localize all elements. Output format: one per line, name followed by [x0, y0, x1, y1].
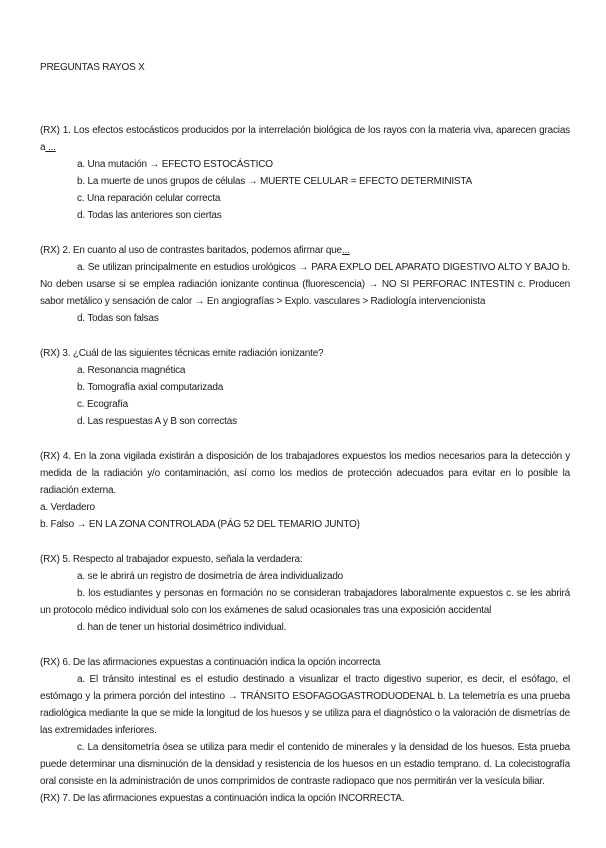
question-3-option-b: b. Tomografía axial computarizada	[77, 382, 224, 393]
question-4-intro: (RX) 4. En la zona vigilada existirán a disposición de los trabajadores expuestos los medios necesarios para la detección y medida de la radiación y/o contaminación, así como los medios de protección adecuados para evitar en lo posible la radiación externa.	[40, 451, 570, 496]
question-5-option-a: a. se le abrirá un registro de dosimetría de área individualizado	[77, 571, 344, 582]
question-3	[40, 345, 570, 430]
question-2-text	[40, 242, 570, 259]
question-7	[40, 790, 570, 807]
question-3-option-d: d. Las respuestas A y B son correctas	[77, 416, 237, 427]
question-1-option-c: c. Una reparación celular correcta	[77, 193, 221, 204]
question-6-options-cd: c. La densitometría ósea se utiliza para medir el contenido de minerales y la densidad de los huesos. Esta prueba puede determinar una disminución de la densidad y resistencia de los huesos en un estadio temprano. d. La colecistografía oral consiste en la administración de unos comprimidos de contraste radiopaco que nos permitirán ver la vesícula biliar.	[40, 742, 570, 787]
question-7-intro: (RX) 7. De las afirmaciones expuestas a continuación indica la opción INCORRECTA.	[40, 793, 405, 804]
question-2-intro: (RX) 2. En cuanto al uso de contrastes baritados, podemos afirmar que	[40, 245, 342, 256]
question-1-option-b: b. La muerte de unos grupos de células → MUERTE CELULAR = EFECTO DETERMINISTA	[77, 176, 473, 187]
question-1-option-a: a. Una mutación → EFECTO ESTOCÁSTICO	[77, 159, 273, 170]
question-6-options-ab: a. El tránsito intestinal es el estudio destinado a visualizar el tracto digestivo superior, es decir, el esófago, el estómago y la primera porción del intestino → TRÁNSITO ESOFAGOGASTRODUODENAL b. La telemetría es una prueba radiológica mediante la que se mide la longitud de los huesos y se utiliza para el diagnóstico o la valoración de dismetrías de las extremidades inferiores.	[40, 674, 570, 736]
question-6	[40, 654, 570, 790]
question-5-option-d: d. han de tener un historial dosimétrico individual.	[77, 622, 287, 633]
page-title: PREGUNTAS RAYOS X	[40, 62, 145, 73]
question-6-intro: (RX) 6. De las afirmaciones expuestas a continuación indica la opción incorrecta	[40, 657, 381, 668]
question-1-intro: (RX) 1. Los efectos estocásticos producidos por la interrelación biológica de los rayos con la materia viva, aparecen gracias a	[40, 125, 570, 153]
question-2-options-abc: a. Se utilizan principalmente en estudios urológicos → PARA EXPLO DEL APARATO DIGESTIVO ALTO Y BAJO b. No deben usarse si se emplea radiación ionizante continua (fluorescencia) → NO SI PERFORAC INTESTIN c. Producen sabor metálico y sensación de calor → En angiografías > Explo. vasculares > Radiología intervencionista	[40, 262, 570, 307]
question-3-option-c: c. Ecografía	[77, 399, 128, 410]
question-1-text	[40, 122, 570, 156]
answer-blank: ...	[45, 142, 56, 153]
question-5-options-bc: b. los estudiantes y personas en formación no se consideran trabajadores laboralmente expuestos c. se les abrirá un protocolo médico individual solo con los exámenes de salud ocasionales tras una exposición accidental	[40, 588, 570, 616]
question-2-option-d: d. Todas son falsas	[77, 313, 159, 324]
question-4-option-b: b. Falso → EN LA ZONA CONTROLADA (PÁG 52 DEL TEMARIO JUNTO)	[40, 519, 360, 530]
question-5-intro: (RX) 5. Respecto al trabajador expuesto, señala la verdadera:	[40, 554, 303, 565]
question-4	[40, 448, 570, 533]
question-1	[40, 122, 570, 224]
answer-blank: ...	[341, 245, 350, 256]
question-2	[40, 242, 570, 327]
question-5	[40, 551, 570, 636]
question-3-option-a: a. Resonancia magnética	[77, 365, 186, 376]
question-3-intro: (RX) 3. ¿Cuál de las siguientes técnicas emite radiación ionizante?	[40, 348, 324, 359]
question-4-option-a: a. Verdadero	[40, 502, 95, 513]
question-1-option-d: d. Todas las anteriores son ciertas	[77, 210, 222, 221]
